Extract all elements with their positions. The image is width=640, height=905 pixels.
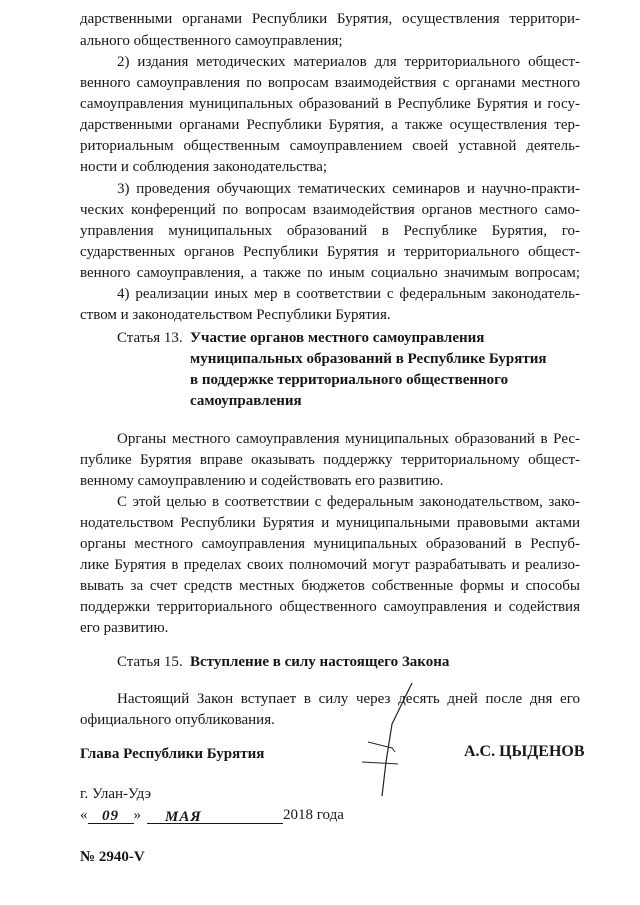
text-line: дарственными органами Республики Бурятия, осуществления территори- (80, 11, 580, 27)
date-open-quote: « (80, 807, 88, 823)
text-line: С этой целью в соответствии с федеральным законодательством, зако- (117, 494, 580, 510)
article-15-prefix: Статья 15. (117, 654, 183, 670)
text-line: лике Бурятия в пределах своих полномочий могут разрабатывать и реализо- (80, 557, 580, 573)
article-13-title: в поддержке территориального общественного (190, 372, 509, 388)
date-year: 2018 года (283, 807, 344, 823)
text-line: ческих конференций по вопросам взаимодействия органов местного само- (80, 202, 580, 218)
text-line: ности и соблюдения законодательства; (80, 159, 328, 175)
text-line: управления муниципальных образований в Республике Бурятия, го- (80, 223, 580, 239)
text-line: 2) издания методических материалов для территориального общест- (117, 54, 580, 70)
text-line: Настоящий Закон вступает в силу через десять дней после дня его (117, 691, 580, 707)
city: г. Улан-Удэ (80, 786, 152, 802)
text-line: нодательством Республики Бурятия и муниципальными правовыми актами (80, 515, 580, 531)
article-13-title: Участие органов местного самоуправления (190, 330, 485, 346)
signatory-position: Глава Республики Бурятия (80, 746, 265, 762)
text-line: вывать за счет средств местных бюджетов собственные формы и способы (80, 578, 580, 594)
text-line: 4) реализации иных мер в соответствии с федеральным законодатель- (117, 286, 580, 302)
text-line: венного самоуправления по вопросам взаимодействия с органами местного (80, 75, 580, 91)
article-13-prefix: Статья 13. (117, 330, 183, 346)
text-line: самоуправления муниципальных образований в Республике Бурятия и госу- (80, 96, 580, 112)
text-line: ального общественного самоуправления; (80, 33, 343, 49)
text-line: официального опубликования. (80, 712, 275, 728)
text-line: его развитию. (80, 620, 169, 636)
article-15-title: Вступление в силу настоящего Закона (190, 654, 450, 670)
signing-date (80, 806, 344, 824)
text-line: сударственных органов Республики Бурятия и территориального общест- (80, 244, 580, 260)
text-line: венного самоуправления, а также по иным социально значимым вопросам; (80, 265, 580, 281)
signatory-name: А.С. ЦЫДЕНОВ (464, 743, 585, 760)
text-line: публике Бурятия вправе оказывать поддержку территориальному общест- (80, 452, 580, 468)
text-line: Органы местного самоуправления муниципальных образований в Рес- (117, 431, 580, 447)
text-line: поддержки территориального общественного самоуправления и содействия (80, 599, 580, 615)
text-line: венному самоуправлению и содействовать его развитию. (80, 473, 444, 489)
law-number: № 2940-V (80, 849, 145, 865)
text-line: 3) проведения обучающих тематических семинаров и научно-практи- (117, 181, 580, 197)
date-month: МАЯ (147, 808, 283, 824)
text-line: риториальным общественным самоуправлением своей уставной деятель- (80, 138, 580, 154)
article-13-title: самоуправления (190, 393, 302, 409)
text-line: органы местного самоуправления муниципальных образований в Респуб- (80, 536, 580, 552)
date-day: 09 (88, 807, 134, 824)
article-13-title: муниципальных образований в Республике Бурятия (190, 351, 547, 367)
date-close-quote: » (133, 807, 141, 823)
text-line: дарственными органами Республики Бурятия, а также осуществления тер- (80, 117, 580, 133)
text-line: ством и законодательством Республики Бурятия. (80, 307, 391, 323)
